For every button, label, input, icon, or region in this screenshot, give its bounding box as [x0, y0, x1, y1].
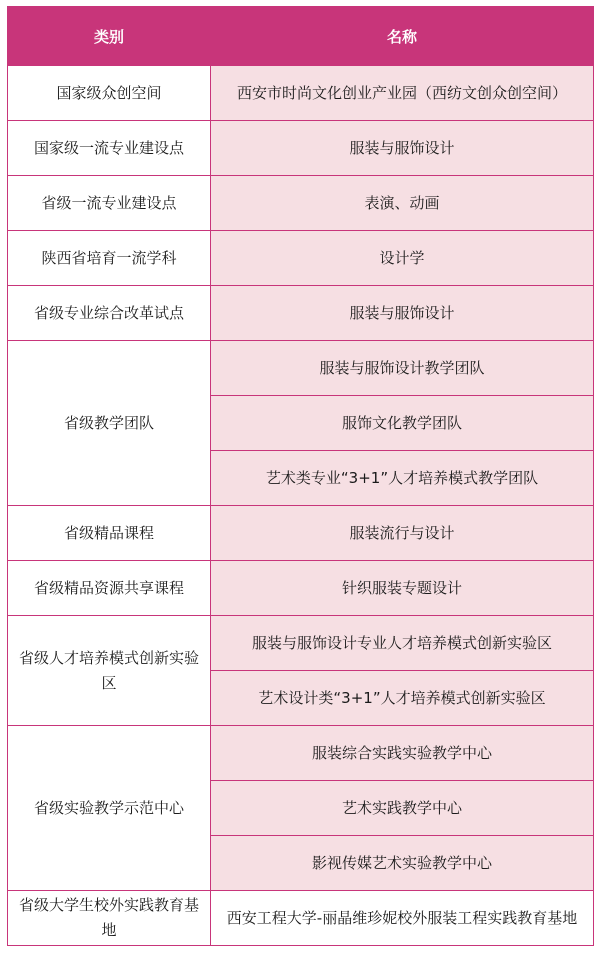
header-category: 类别: [8, 7, 211, 66]
table-row: [8, 561, 594, 616]
table-row: [8, 121, 594, 176]
category-cell: 国家级众创空间: [8, 66, 211, 121]
category-cell: 省级精品课程: [8, 506, 211, 561]
category-cell: 省级精品资源共享课程: [8, 561, 211, 616]
name-cell: 影视传媒艺术实验教学中心: [211, 836, 594, 891]
name-cell: 服饰文化教学团队: [211, 396, 594, 451]
name-cell: 艺术实践教学中心: [211, 781, 594, 836]
category-cell: 省级教学团队: [8, 341, 211, 506]
name-cell: 服装流行与设计: [211, 506, 594, 561]
name-cell: 服装与服饰设计教学团队: [211, 341, 594, 396]
category-cell: 省级人才培养模式创新实验区: [8, 616, 211, 726]
name-cell: 西安工程大学-丽晶维珍妮校外服装工程实践教育基地: [211, 891, 594, 946]
table-row: [8, 726, 594, 781]
category-cell: 省级实验教学示范中心: [8, 726, 211, 891]
name-cell: 艺术类专业“3+1”人才培养模式教学团队: [211, 451, 594, 506]
name-cell: 服装与服饰设计: [211, 286, 594, 341]
category-cell: 国家级一流专业建设点: [8, 121, 211, 176]
header-row: [8, 7, 594, 66]
table-row: [8, 341, 594, 396]
header-name: 名称: [211, 7, 594, 66]
category-cell: 省级一流专业建设点: [8, 176, 211, 231]
category-cell: 省级大学生校外实践教育基地: [8, 891, 211, 946]
table-row: [8, 506, 594, 561]
table-row: [8, 891, 594, 946]
honor-table: [7, 6, 594, 946]
table-row: [8, 286, 594, 341]
category-cell: 陕西省培育一流学科: [8, 231, 211, 286]
name-cell: 服装综合实践实验教学中心: [211, 726, 594, 781]
name-cell: 服装与服饰设计专业人才培养模式创新实验区: [211, 616, 594, 671]
table-row: [8, 66, 594, 121]
category-cell: 省级专业综合改革试点: [8, 286, 211, 341]
name-cell: 西安市时尚文化创业产业园（西纺文创众创空间）: [211, 66, 594, 121]
table-row: [8, 231, 594, 286]
table-row: [8, 176, 594, 231]
name-cell: 设计学: [211, 231, 594, 286]
name-cell: 服装与服饰设计: [211, 121, 594, 176]
name-cell: 表演、动画: [211, 176, 594, 231]
name-cell: 针织服装专题设计: [211, 561, 594, 616]
name-cell: 艺术设计类“3+1”人才培养模式创新实验区: [211, 671, 594, 726]
table-row: [8, 616, 594, 671]
